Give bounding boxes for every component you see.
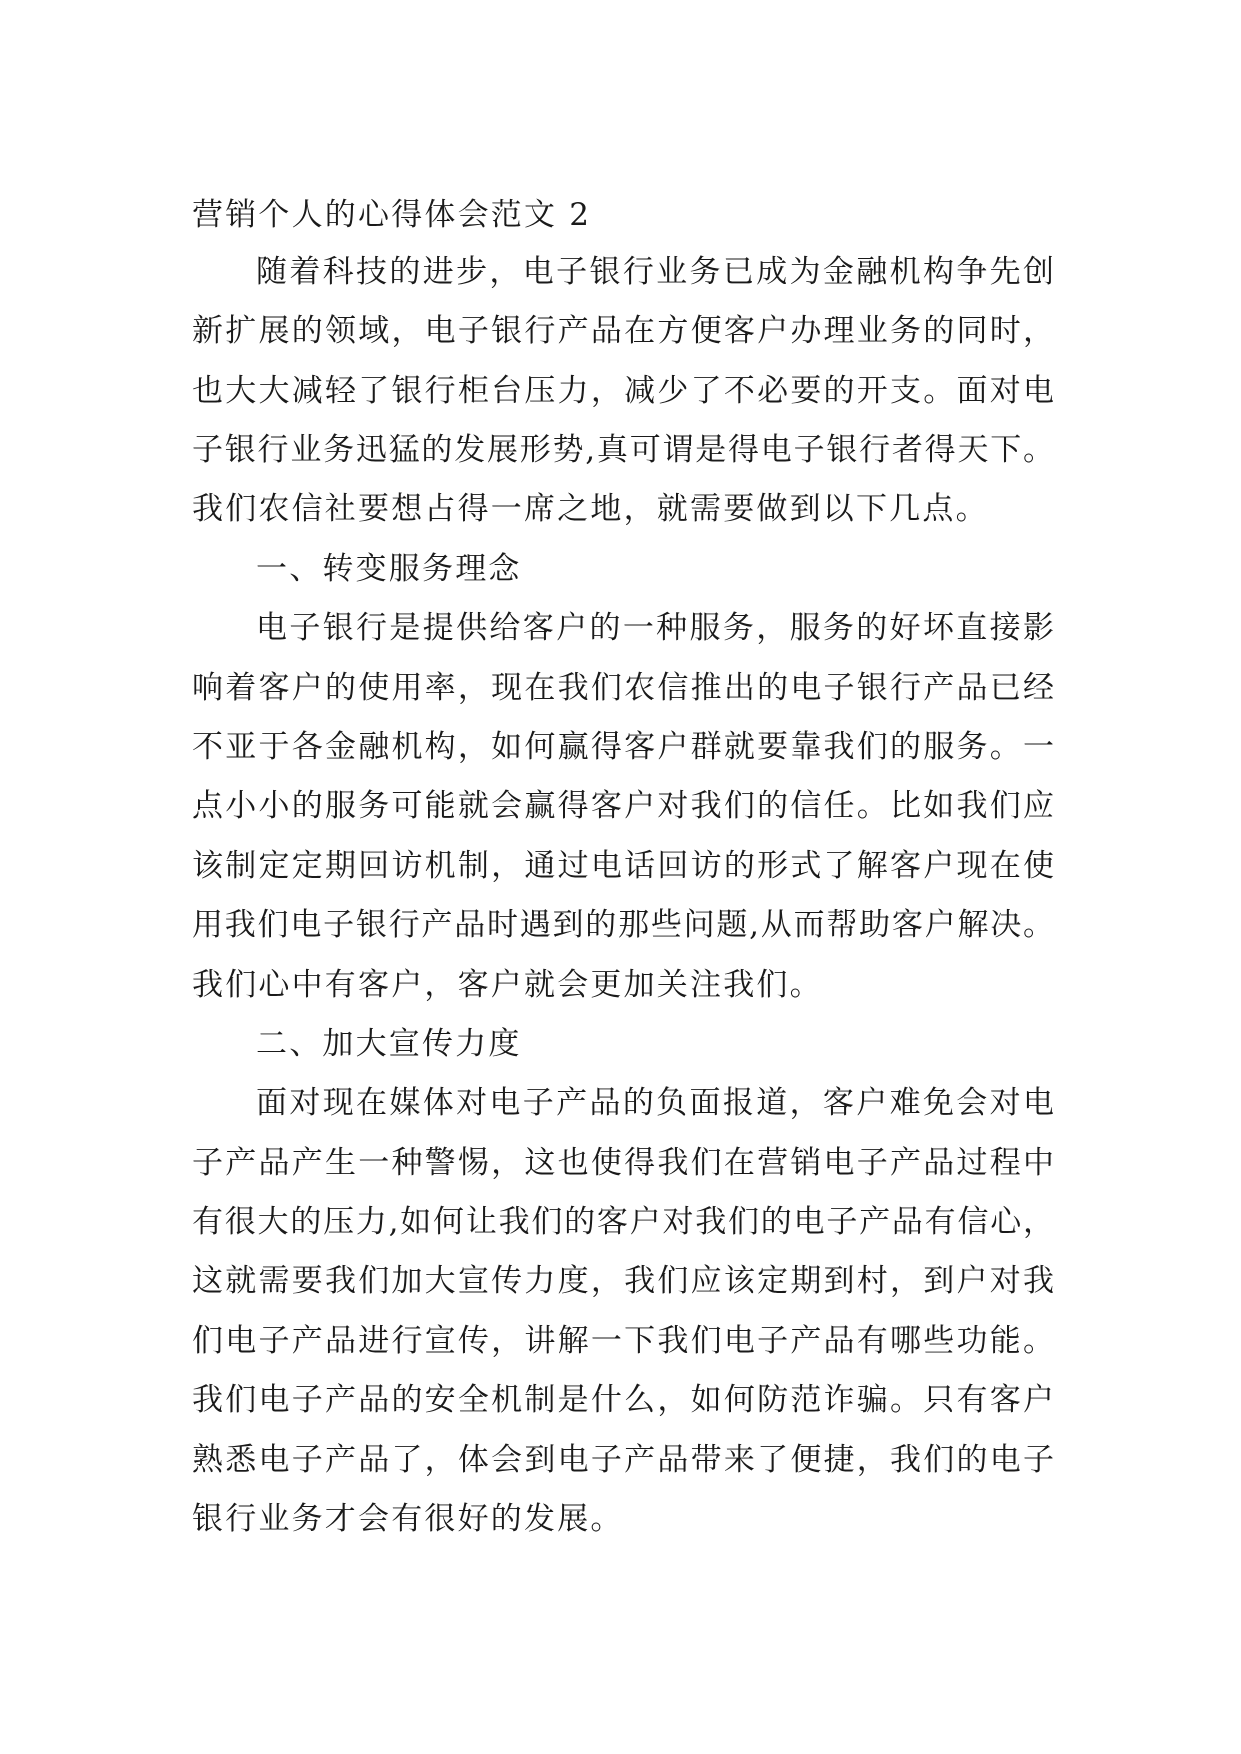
paragraph-line: 子银行业务迅猛的发展形势,真可谓是得电子银行者得天下。 [192, 432, 1054, 468]
document-title: 营销个人的心得体会范文 2 [192, 197, 592, 233]
paragraph-line: 面对现在媒体对电子产品的负面报道，客户难免会对电 [256, 1085, 1054, 1121]
paragraph-line: 们电子产品进行宣传，讲解一下我们电子产品有哪些功能。 [192, 1323, 1054, 1359]
paragraph-line: 这就需要我们加大宣传力度，我们应该定期到村，到户对我 [192, 1263, 1054, 1299]
paragraph-line: 熟悉电子产品了，体会到电子产品带来了便捷，我们的电子 [192, 1442, 1054, 1478]
paragraph-line: 我们农信社要想占得一席之地，就需要做到以下几点。 [192, 491, 989, 527]
paragraph-line: 不亚于各金融机构，如何赢得客户群就要靠我们的服务。一 [192, 729, 1054, 765]
paragraph-line: 银行业务才会有很好的发展。 [192, 1501, 624, 1537]
paragraph-line: 该制定定期回访机制，通过电话回访的形式了解客户现在使 [192, 848, 1054, 884]
paragraph-line: 电子银行是提供给客户的一种服务，服务的好坏直接影 [256, 610, 1054, 646]
paragraph-line: 点小小的服务可能就会赢得客户对我们的信任。比如我们应 [192, 788, 1054, 824]
section-heading: 一、转变服务理念 [256, 551, 522, 587]
paragraph-line: 有很大的压力,如何让我们的客户对我们的电子产品有信心， [192, 1204, 1054, 1240]
paragraph-line: 子产品产生一种警惕，这也使得我们在营销电子产品过程中 [192, 1145, 1054, 1181]
paragraph-line: 也大大减轻了银行柜台压力，减少了不必要的开支。面对电 [192, 373, 1054, 409]
paragraph-line: 我们心中有客户，客户就会更加关注我们。 [192, 967, 823, 1003]
paragraph-line: 新扩展的领域，电子银行产品在方便客户办理业务的同时， [192, 313, 1054, 349]
paragraph-line: 响着客户的使用率，现在我们农信推出的电子银行产品已经 [192, 670, 1054, 706]
paragraph-line: 随着科技的进步，电子银行业务已成为金融机构争先创 [256, 254, 1054, 290]
section-heading: 二、加大宣传力度 [256, 1026, 522, 1062]
paragraph-line: 用我们电子银行产品时遇到的那些问题,从而帮助客户解决。 [192, 907, 1054, 943]
paragraph-line: 我们电子产品的安全机制是什么，如何防范诈骗。只有客户 [192, 1382, 1054, 1418]
